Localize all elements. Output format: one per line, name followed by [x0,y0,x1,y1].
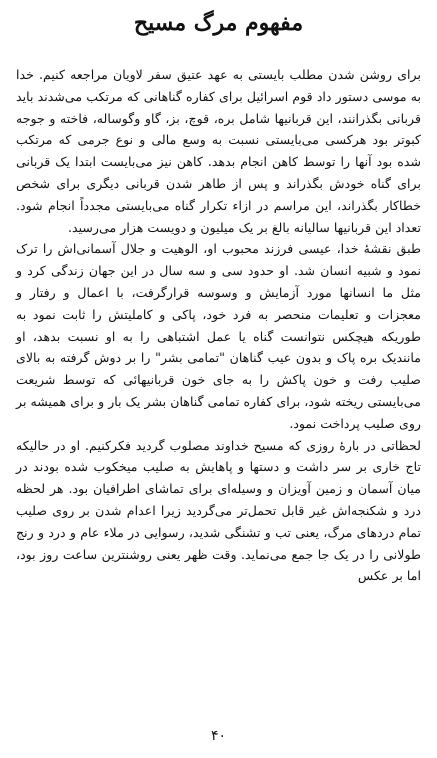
page-number: ۴۰ [210,728,227,744]
paragraph-3: لحظاتی در بارهٔ روزی که مسیح خداوند مصلوب گردید فکرکنیم. او در حالیکه تاج خاری بر سر داشت و دستها و پاهایش به صلیب میخکوب شده بودند در میان آسمان و زمین آویزان و وسیله‌ای برای تماشای اطرافیان بود. هر لحظه درد و شکنجه‌اش غیر قابل تحمل‌تر می‌گردید زیرا اعدام شدن بر روی صلیب تمام دردهای مرگ، یعنی تب و تشنگی شدید، رسوایی در ملاء عام و درد و رنج طولانی را در یک جا جمع می‌نماید. وقت ظهر یعنی روشنترین ساعت روز بود، اما بر عکس [16,437,421,584]
body-text [16,64,421,587]
page-title: مفهوم مرگ مسیح [133,10,304,36]
paragraph-2: طبق نقشهٔ خدا، عیسی فرزند محبوب او، الوهیت و جلال آسمانی‌اش را ترک نمود و شبیه انسان شد. او حدود سی و سه سال در این جهان زندگی کرد و مثل ما انسانها مورد آزمایش و وسوسه قرارگرفت، با اعمال و رفتار و معجزات و تعلیمات منحصر به فرد خود، پاکی و کاملیتش را ثابت نمود به طوریکه هیچکس نتوانست گناه یا عمل اشتباهی را به او نسبت بدهد، او مانندیک بره پاک و بدون عیب گناهان "تمامی بشر" را بر دوش گرفته به بالای صلیب رفت و خون پاکش را به جای خون قربانیهائی که توسط شریعت می‌بایستی ریخته شود، برای کفاره تمامی گناهان بشر یک بار و برای همیشه بر روی صلیب پرداخت نمود. [16,241,421,431]
paragraph-1: برای روشن شدن مطلب بایستی به عهد عتیق سفر لاویان مراجعه کنیم. خدا به موسی دستور داد قوم اسرائیل برای کفاره گناهانی که مرتکب می‌شدند باید قربانی بگذرانند، این قربانیها شامل بره، قوچ، بز، گاو وگوساله، فاخته و جوجه کبوتر بود هرکسی می‌بایستی نسبت به وسع مالی و نوع جرمی که مرتکب شده بود آنها را توسط کاهن انجام بدهد. کاهن نیز می‌بایست ابتدا یک قربانی برای گناه خودش بگذراند و پس از طاهر شدن قربانی دیگری برای شخص خطاکار بگذراند، این مراسم در ازاء تکرار گناه می‌بایستی مجدداً انجام شود. تعداد این قربانیها سالیانه بالغ بر یک میلیون و دویست هزار می‌رسید. [16,67,421,235]
